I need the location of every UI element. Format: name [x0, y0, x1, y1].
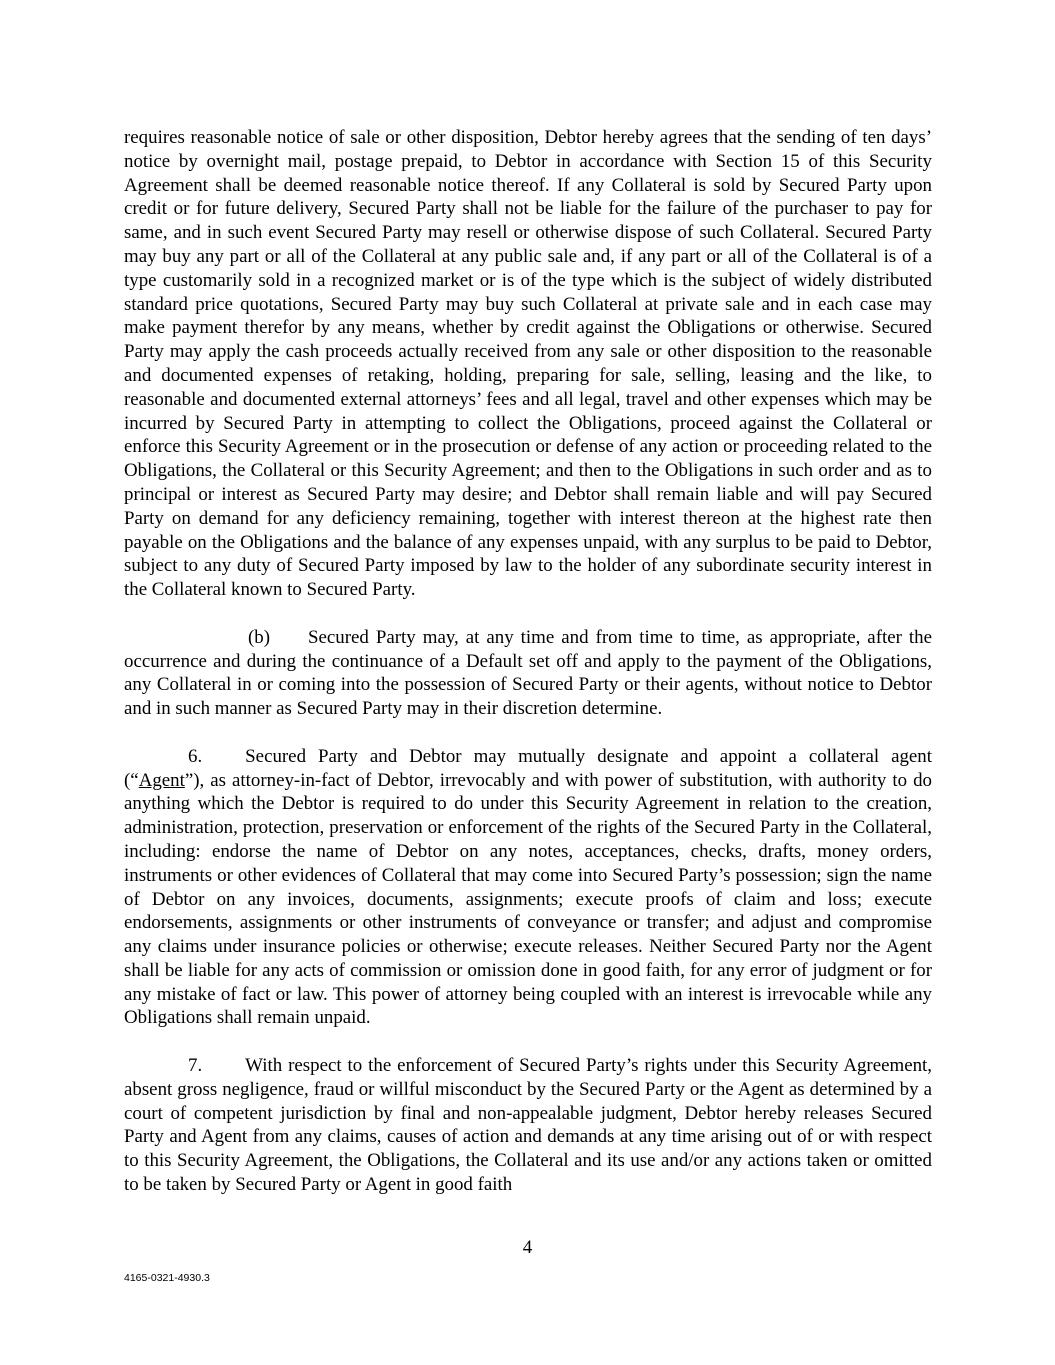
document-body	[124, 126, 932, 1197]
page-number: 4	[522, 1237, 533, 1258]
section-7-text: With respect to the enforcement of Secured Party’s rights under this Security Agreement, absent gross negligence, fraud or willful misconduct by the Secured Party or the Agent as determined by a court of competent jurisdiction by final and non-appealable judgment, Debtor hereby releases Secured Party and Agent from any claims, causes of action and demands at any time arising out of or with respect to this Security Agreement, the Obligations, the Collateral and its use and/or any actions taken or omitted to be taken by Secured Party or Agent in good faith	[124, 1055, 932, 1196]
paragraph-b-text: Secured Party may, at any time and from time to time, as appropriate, after the occurrence and during the continuance of a Default set off and apply to the payment of the Obligations, any Collateral in or coming into the possession of Secured Party or their agents, without notice to Debtor and in such manner as Secured Party may in their discretion determine.	[124, 626, 932, 720]
paragraph-b-label: (b)	[248, 626, 271, 648]
document-id: 4165-0321-4930.3	[124, 1272, 210, 1284]
section-6	[124, 745, 932, 1031]
section-6-text-rest: ”), as attorney-in-fact of Debtor, irrevocably and with power of substitution, with authority to do anything which the Debtor is required to do under this Security Agreement in relation to the creation, administration, protection, preservation or enforcement of the rights of the Secured Party in the Collateral, including: endorse the name of Debtor on any notes, acceptances, checks, drafts, money orders, instruments or other evidences of Collateral that may come into Secured Party’s possession; sign the name of Debtor on any invoices, documents, assignments; execute proofs of claim and loss; execute endorsements, assignments or other instruments of conveyance or transfer; and adjust and compromise any claims under insurance policies or otherwise; execute releases. Neither Secured Party nor the Agent shall be liable for any acts of commission or omission done in good faith, for any error of judgment or for any mistake of fact or law. This power of attorney being coupled with an interest is irrevocable while any Obligations shall remain unpaid.	[124, 769, 932, 1029]
section-6-text-lead: Secured Party and Debtor may mutually designate and appoint a collateral agent (“	[124, 745, 932, 791]
section-7-number: 7.	[188, 1055, 203, 1077]
section-7	[124, 1054, 932, 1197]
paragraph-continuation	[124, 126, 932, 602]
section-6-number: 6.	[188, 745, 203, 767]
paragraph-continuation-text: requires reasonable notice of sale or other disposition, Debtor hereby agrees that the sending of ten days’ notice by overnight mail, postage prepaid, to Debtor in accordance with Section 15 of this Security Agreement shall be deemed reasonable notice thereof. If any Collateral is sold by Secured Party upon credit or for future delivery, Secured Party shall not be liable for the failure of the purchaser to pay for same, and in such event Secured Party may resell or otherwise dispose of such Collateral. Secured Party may buy any part or all of the Collateral at any public sale and, if any part or all of the Collateral is of a type customarily sold in a recognized market or is of the type which is the subject of widely distributed standard price quotations, Secured Party may buy such Collateral at private sale and in each case may make payment therefor by any means, whether by credit against the Obligations or otherwise. Secured Party may apply the cash proceeds actually received from any sale or other disposition to the reasonable and documented expenses of retaking, holding, preparing for sale, selling, leasing and the like, to reasonable and documented external attorneys’ fees and all legal, travel and other expenses which may be incurred by Secured Party in attempting to collect the Obligations, proceed against the Collateral or enforce this Security Agreement or in the prosecution or defense of any action or proceeding related to the Obligations, the Collateral or this Security Agreement; and then to the Obligations in such order and as to principal or interest as Secured Party may desire; and Debtor shall remain liable and will pay Secured Party on demand for any deficiency remaining, together with interest thereon at the highest rate then payable on the Obligations and the balance of any expenses unpaid, with any surplus to be paid to Debtor, subject to any duty of Secured Party imposed by law to the holder of any subordinate security interest in the Collateral known to Secured Party.	[124, 127, 932, 601]
defined-term-agent: Agent	[138, 769, 185, 791]
paragraph-b	[124, 626, 932, 721]
